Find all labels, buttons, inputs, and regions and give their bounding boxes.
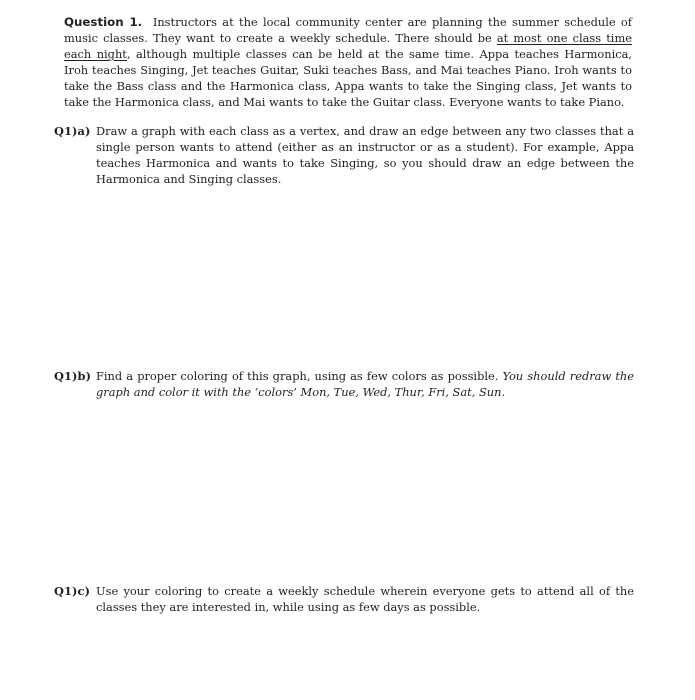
intro-underlined-text: at most one class time each night bbox=[64, 31, 632, 61]
question-intro bbox=[64, 14, 632, 110]
question-part-a bbox=[54, 123, 634, 187]
part-c-text: Use your coloring to create a weekly schedule wherein everyone gets to attend all of the classes they are interested in, while using as few days as possible. bbox=[96, 584, 634, 614]
part-c-label: Q1)c) bbox=[54, 584, 91, 598]
part-b-label: Q1)b) bbox=[54, 369, 92, 383]
part-b-body bbox=[96, 368, 634, 400]
part-b-text: Find a proper coloring of this graph, using as few colors as possible. bbox=[96, 369, 503, 383]
intro-text-part1: Instructors at the local community center are planning the summer schedule of music classes. They want to create a weekly schedule. There should be bbox=[64, 15, 633, 45]
question-title: Question 1. bbox=[64, 15, 143, 29]
part-a-label: Q1)a) bbox=[54, 124, 91, 138]
question-part-b bbox=[54, 368, 634, 400]
part-b-italic-text: You should redraw the graph and color it with the ‘colors’ Mon, Tue, Wed, Thur, Fri, Sat, Sun. bbox=[96, 369, 634, 399]
question-part-c bbox=[54, 583, 634, 615]
part-a-text: Draw a graph with each class as a vertex, and draw an edge between any two classes that a single person wants to attend (either as an instructor or as a student). For example, Appa teaches Harmonica and wants to take Singing, so you should draw an edge between the Harmonica and Singing classes. bbox=[96, 124, 634, 186]
intro-text-part2: , although multiple classes can be held at the same time. Appa teaches Harmonica, Iroh teaches Singing, Jet teaches Guitar, Suki teaches Bass, and Mai teaches Piano. Iroh wants to take the Bass class and the Harmonica class, Appa wants to take the Singing class, Jet wants to take the Harmonica class, and Mai wants to take the Guitar class. Everyone wants to take Piano. bbox=[64, 47, 632, 109]
